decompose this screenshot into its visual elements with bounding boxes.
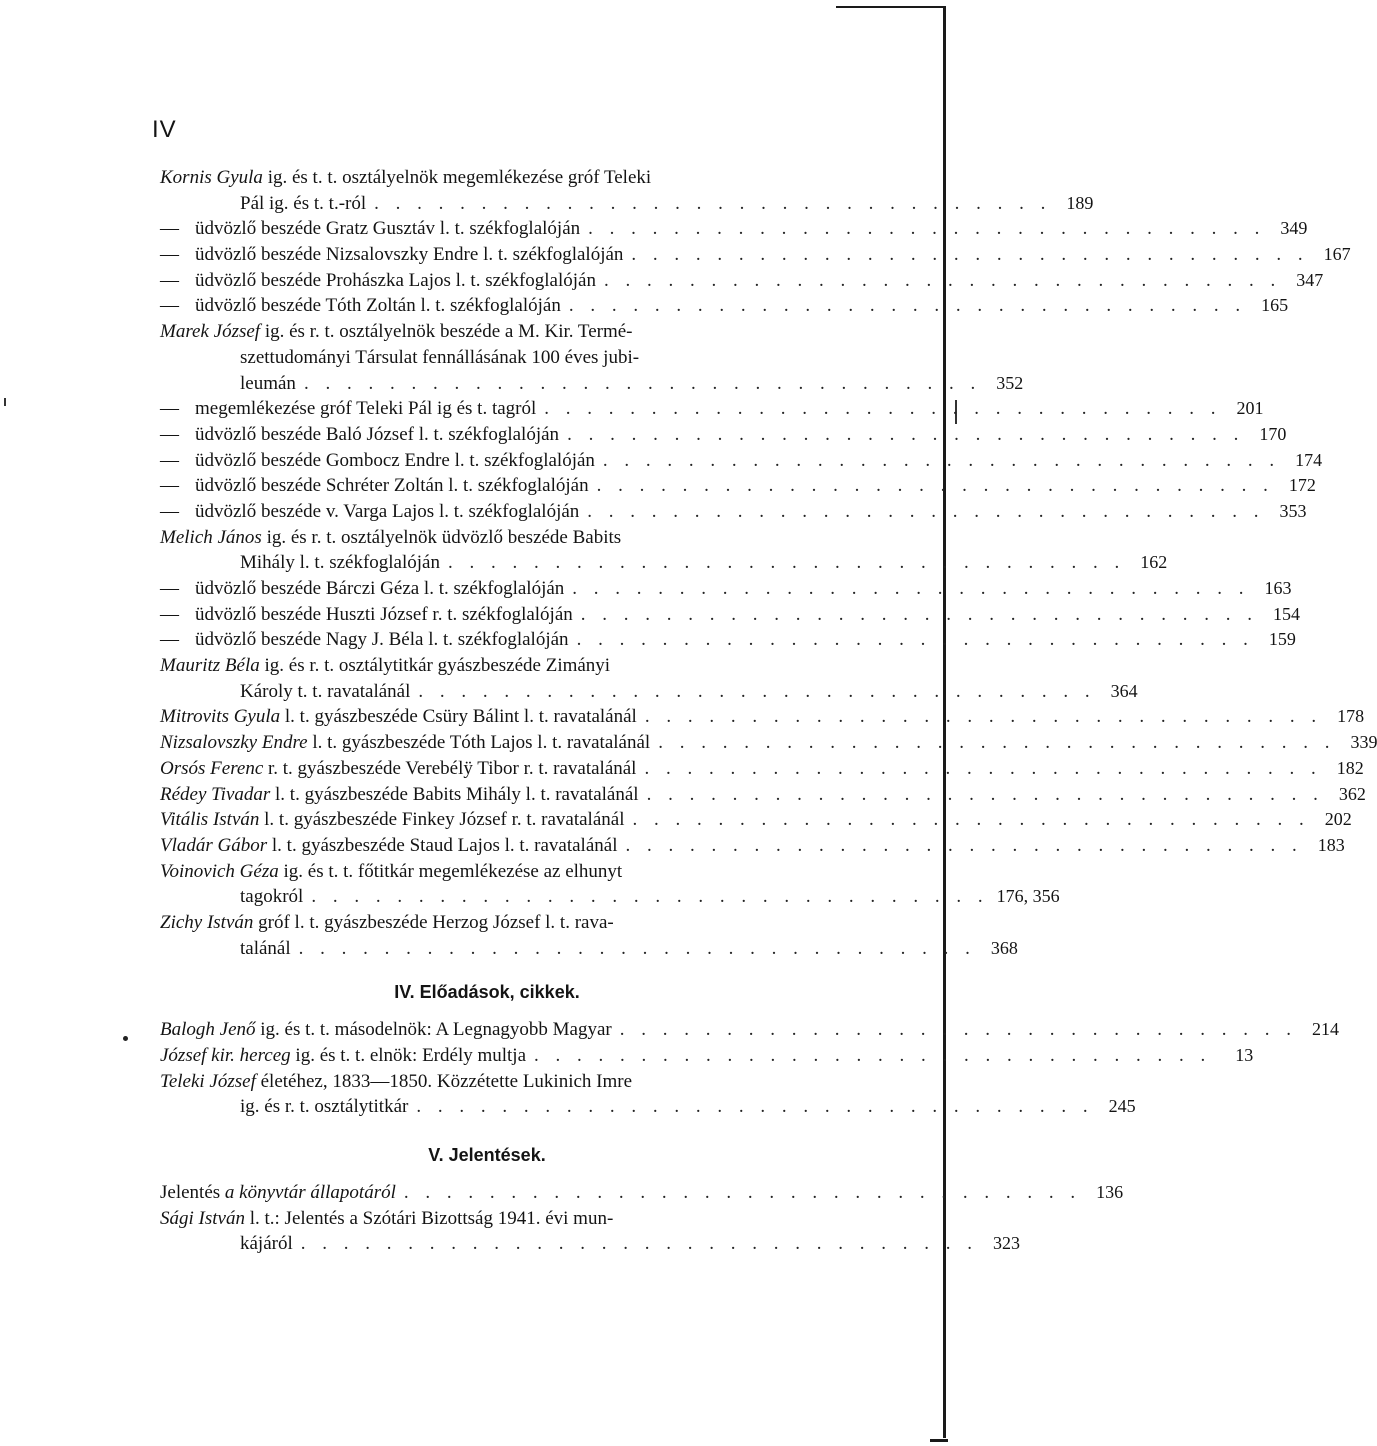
page-reference: 136 [1096,1182,1124,1203]
page-reference: 347 [1296,269,1324,290]
page-reference: 201 [1236,398,1264,419]
dot-leader: . . . . . . . . . . . . . . . . . . . . . . . . . . . . . . . . [311,886,989,908]
entry-title: életéhez, 1833—1850. Közzétette Lukinich Imre [255,1070,633,1092]
toc-line [160,165,814,191]
toc-line [160,679,1138,705]
entry-text [160,653,814,679]
entry-title: ig. és t. t. osztályelnök megemlékezése gróf Teleki [262,167,652,188]
page-reference: 172 [1288,475,1316,496]
entry-title: ig. és r. t. osztályelnök beszéde a M. Kir. Termé- [260,321,633,343]
author-name: Marek József [160,321,261,343]
section-heading-lectures: IV. Előadások, cikkek. [394,982,580,1003]
dot-leader: . . . . . . . . . . . . . . . . . . . . . . . . . . . . . . . . [568,295,1247,317]
entry-text [160,525,814,551]
entry-title: kájáról [240,1233,293,1255]
toc-entry [160,730,1377,756]
toc-line [160,319,814,345]
toc-line [160,422,1287,448]
entry-title: üdvözlő beszéde Prohászka Lajos l. t. székfoglalóján [195,269,596,291]
dot-leader: . . . . . . . . . . . . . . . . . . . . . . . . . . . . . . . . [619,1019,1297,1041]
section-heading-reports: V. Jelentések. [428,1145,546,1166]
entry-text [160,859,814,885]
page-reference: 349 [1280,218,1308,239]
toc-entry [160,319,1024,396]
author-name: Kornis Gyula [160,167,263,188]
toc-line [160,268,1324,294]
dash-mark: — [160,423,179,445]
toc-line [160,1094,1136,1120]
entry-prefix: Jelentés [160,1182,225,1204]
page-number: IV [152,116,177,143]
entry-title: üdvözlő beszéde Nagy J. Béla l. t. székfoglalóján [195,629,569,651]
entry-title: l. t. gyászbeszéde Staud Lajos l. t. ravatalánál [267,834,618,856]
dot-leader: . . . . . . . . . . . . . . . . . . . . . . . . . . . . . . . . [303,372,982,394]
entry-title: Mihály l. t. székfoglalóján [240,552,440,574]
dot-leader: . . . . . . . . . . . . . . . . . . . . . . . . . . . . . . . . [587,500,1265,522]
entry-text [160,833,617,859]
toc-line [160,1017,1339,1043]
toc-entry [160,782,1366,808]
page-reference: 214 [1311,1019,1339,1040]
page-reference: 352 [996,372,1024,393]
toc-line [160,499,1307,525]
bullet-mark [123,1036,128,1041]
toc-line [160,216,1308,242]
toc-entry [160,268,1324,294]
page-reference: 174 [1295,449,1323,470]
author-name: Sági István [160,1207,245,1229]
toc-entry [160,1017,1339,1043]
dot-leader: . . . . . . . . . . . . . . . . . . . . . . . . . . . . . . . . [544,398,1222,420]
page-reference: 13 [1235,1045,1254,1065]
table-of-contents [160,165,1377,1257]
dash-mark: — [160,603,179,625]
dash-mark: — [160,218,179,240]
toc-line [160,704,1365,730]
toc-group-lectures [160,1017,1339,1120]
dash-mark: — [160,629,179,651]
toc-line [160,782,1366,808]
dot-leader: . . . . . . . . . . . . . . . . . . . . . . . . . . . . . . . . [625,834,1303,856]
toc-line [160,859,814,885]
toc-line [160,345,814,371]
author-name: Balogh Jenő [160,1019,256,1041]
page-reference: 189 [1066,192,1094,213]
toc-line [160,653,814,679]
page-reference: 353 [1279,500,1307,521]
border-line-bottom [930,1439,948,1442]
entry-text [240,884,303,910]
entry-text [160,807,624,833]
dot-leader: . . . . . . . . . . . . . . . . . . . . . . . . . . . . . . . . [644,706,1323,728]
toc-entry [160,1180,1124,1206]
page-reference: 170 [1259,423,1287,444]
toc-line [160,910,814,936]
entry-title: gróf l. t. gyászbeszéde Herzog József l. t. rava- [253,911,614,933]
toc-line [160,756,1364,782]
toc-line [160,550,1168,576]
toc-entry [160,165,1094,216]
entry-text [240,936,291,962]
dot-leader: . . . . . . . . . . . . . . . . . . . . . . . . . . . . . . . . [534,1045,1212,1066]
dot-leader: . . . . . . . . . . . . . . . . . . . . . . . . . . . . . . . . [403,1182,1082,1204]
entry-title: l. t. gyászbeszéde Tóth Lajos l. t. ravatalánál [307,732,651,754]
page-reference: 364 [1110,680,1138,701]
page-reference: 182 [1336,757,1364,778]
entry-text [160,1069,814,1095]
entry-title: l. t. gyászbeszéde Finkey József r. t. ravatalánál [259,809,625,831]
author-name: Rédey Tivadar [160,783,271,805]
dash-mark: — [160,295,179,317]
entry-text [240,550,440,576]
dot-leader: . . . . . . . . . . . . . . . . . . . . . . . . . . . . . . . . [374,192,1052,214]
entry-title: l. t. gyászbeszéde Babits Mihály l. t. ravatalánál [270,783,639,805]
entry-text [160,756,636,782]
border-line-top [836,6,946,8]
toc-entry [160,1043,1254,1069]
page-reference: 245 [1108,1096,1136,1117]
dot-leader: . . . . . . . . . . . . . . . . . . . . . . . . . . . . . . . . [604,269,1282,291]
page-reference: 323 [993,1233,1021,1254]
toc-entry [160,859,1060,910]
dash-mark: — [160,449,179,471]
entry-title: talánál [240,937,291,959]
author-name: Melich János [160,526,262,548]
toc-entry [160,525,1168,576]
entry-title: ig. és t. t. másodelnök: A Legnagyobb Magyar [255,1019,612,1041]
toc-line [160,627,1296,653]
entry-title: szettudományi Társulat fennállásának 100 éves jubi- [240,346,640,368]
toc-line [160,602,1301,628]
toc-line [160,807,1352,833]
toc-line [160,576,1292,602]
dot-leader: . . . . . . . . . . . . . . . . . . . . . . . . . . . . . . . . [567,423,1245,445]
entry-title: ig. és r. t. osztályelnök üdvözlő beszéde Babits [261,526,622,548]
author-name: a könyvtár állapotáról [224,1182,396,1204]
toc-entry [160,910,1018,961]
entry-title: üdvözlő beszéde Nizsalovszky Endre l. t. székfoglalóján [195,244,624,266]
entry-title: üdvözlő beszéde Tóth Zoltán l. t. székfoglalóján [195,295,561,317]
dot-leader: . . . . . . . . . . . . . . . . . . . . . . . . . . . . . . . . [418,680,1096,702]
entry-title: tagokról [240,886,304,908]
scan-mark [4,398,6,406]
toc-entry [160,756,1364,782]
author-name: Mauritz Béla [160,655,260,677]
entry-text [160,165,814,191]
dot-leader: . . . . . . . . . . . . . . . . . . . . . . . . . . . . . . . . [632,809,1310,831]
toc-entry [160,602,1301,628]
dot-leader: . . . . . . . . . . . . . . . . . . . . . . . . . . . . . . . . [416,1096,1094,1118]
author-name: Mitrovits Gyula [160,706,281,728]
toc-line [160,525,814,551]
toc-line [160,293,1289,319]
page-reference: 159 [1268,629,1296,650]
dot-leader: . . . . . . . . . . . . . . . . . . . . . . . . . . . . . . . . [298,937,976,959]
toc-entry [160,807,1352,833]
toc-entry [160,396,1264,422]
page-reference: 178 [1337,706,1365,727]
entry-title: Károly t. t. ravatalánál [240,680,411,702]
author-name: Voinovich Géza [160,860,279,882]
page-reference: 167 [1323,244,1351,265]
entry-text [160,730,650,756]
page-reference: 362 [1338,783,1366,804]
entry-text [240,191,366,217]
toc-line [160,1043,1254,1069]
entry-text [160,1017,612,1043]
dash-mark: — [160,269,179,291]
entry-title: üdvözlő beszéde Gombocz Endre l. t. székfoglalóján [195,449,595,471]
entry-title: üdvözlő beszéde v. Varga Lajos l. t. székfoglalóján [195,500,580,522]
toc-line [160,448,1323,474]
dot-leader: . . . . . . . . . . . . . . . . . . . . . . . . . . . . . . . . [580,603,1259,625]
page-reference: 162 [1140,552,1168,573]
entry-title: l. t. gyászbeszéde Csüry Bálint l. t. ravatalánál [280,706,637,728]
entry-text [160,319,814,345]
author-name: Teleki József [160,1070,256,1092]
page-reference: 176, 356 [996,886,1060,907]
toc-line [160,191,1094,217]
dash-mark: — [160,398,179,420]
dot-leader: . . . . . . . . . . . . . . . . . . . . . . . . . . . . . . . . [576,629,1254,651]
entry-text [240,345,814,371]
dash-mark: — [160,500,179,522]
toc-entry [160,242,1351,268]
entry-title: ig. és t. t. főtitkár megemlékezése az elhunyt [278,860,623,882]
dash-mark: — [160,578,179,599]
dot-leader: . . . . . . . . . . . . . . . . . . . . . . . . . . . . . . . . [631,244,1309,266]
author-name: Orsós Ferenc [160,757,264,779]
entry-title: Pál ig. és t. t.-ról [240,192,367,214]
entry-title: leumán [240,372,296,394]
dot-leader: . . . . . . . . . . . . . . . . . . . . . . . . . . . . . . . . [588,218,1266,240]
dot-leader: . . . . . . . . . . . . . . . . . . . . . . . . . . . . . . . . [644,757,1322,779]
entry-text [160,1043,526,1069]
toc-line [160,371,1024,397]
toc-line [160,730,1377,756]
dot-leader: . . . . . . . . . . . . . . . . . . . . . . . . . . . . . . . . [658,732,1336,754]
entry-title: ig. és r. t. osztálytitkár gyászbeszéde Zimányi [259,655,611,677]
dot-leader: . . . . . . . . . . . . . . . . . . . . . . . . . . . . . . . . [602,449,1281,471]
toc-line [160,833,1345,859]
entry-text [240,371,296,397]
toc-entry [160,1206,1021,1257]
author-name: Nizsalovszky Endre [160,732,308,754]
entry-title: l. t.: Jelentés a Szótári Bizottság 1941. évi mun- [244,1207,614,1229]
entry-text [240,1231,293,1257]
toc-entry [160,293,1289,319]
toc-entry [160,576,1292,602]
toc-entry [160,627,1296,653]
entry-text [240,1094,408,1120]
dot-leader: . . . . . . . . . . . . . . . . . . . . . . . . . . . . . . . . [646,783,1324,805]
toc-entry [160,216,1308,242]
page-reference: 183 [1317,834,1345,855]
toc-line [160,242,1351,268]
author-name: József kir. herceg [160,1045,291,1066]
dash-mark: — [160,244,179,266]
toc-group-speeches [160,165,1377,961]
toc-line [160,1231,1021,1257]
entry-title: üdvözlő beszéde Huszti József r. t. székfoglalóján [195,603,573,625]
toc-entry [160,653,1138,704]
entry-title: r. t. gyászbeszéde Verebélÿ Tibor r. t. ravatalánál [263,757,637,779]
toc-line [160,884,1060,910]
entry-title: üdvözlő beszéde Bárczi Géza l. t. székfoglalóján [195,578,565,599]
entry-title: üdvözlő beszéde Schréter Zoltán l. t. székfoglalóján [195,475,589,497]
toc-entry [160,422,1287,448]
dot-leader: . . . . . . . . . . . . . . . . . . . . . . . . . . . . . . . . [447,552,1126,574]
toc-line [160,1180,1124,1206]
page-reference: 202 [1324,809,1352,830]
entry-text [160,1180,396,1206]
author-name: Zichy István [160,911,254,933]
entry-title: ig. és t. t. elnök: Erdély multja [290,1045,527,1066]
dash-mark: — [160,475,179,497]
entry-title: ig. és r. t. osztálytitkár [240,1096,409,1118]
toc-group-reports [160,1180,1124,1257]
page-reference: 339 [1350,732,1377,753]
toc-line [160,936,1018,962]
entry-title: üdvözlő beszéde Baló József l. t. székfoglalóján [195,423,560,445]
page-reference: 368 [990,937,1018,958]
page-reference: 163 [1264,578,1292,598]
entry-text [160,782,639,808]
toc-line [160,1206,814,1232]
dot-leader: . . . . . . . . . . . . . . . . . . . . . . . . . . . . . . . . [300,1233,979,1255]
dot-leader: . . . . . . . . . . . . . . . . . . . . . . . . . . . . . . . . [572,578,1250,599]
toc-entry [160,704,1365,730]
dot-leader: . . . . . . . . . . . . . . . . . . . . . . . . . . . . . . . . [596,475,1274,497]
entry-text [160,1206,814,1232]
page-reference: 165 [1261,295,1289,316]
author-name: Vitális István [160,809,260,831]
entry-title: üdvözlő beszéde Gratz Gusztáv l. t. székfoglalóján [195,218,581,240]
entry-text [240,679,410,705]
author-name: Vladár Gábor [160,834,268,856]
toc-line [160,396,1264,422]
page-reference: 154 [1273,603,1301,624]
entry-text [160,704,637,730]
entry-text [160,910,814,936]
toc-line [160,1069,814,1095]
toc-entry [160,448,1323,474]
entry-title: megemlékezése gróf Teleki Pál ig és t. tagról [195,398,537,420]
toc-entry [160,473,1316,499]
toc-entry [160,499,1307,525]
toc-entry [160,833,1345,859]
toc-entry [160,1069,1136,1120]
toc-line [160,473,1316,499]
